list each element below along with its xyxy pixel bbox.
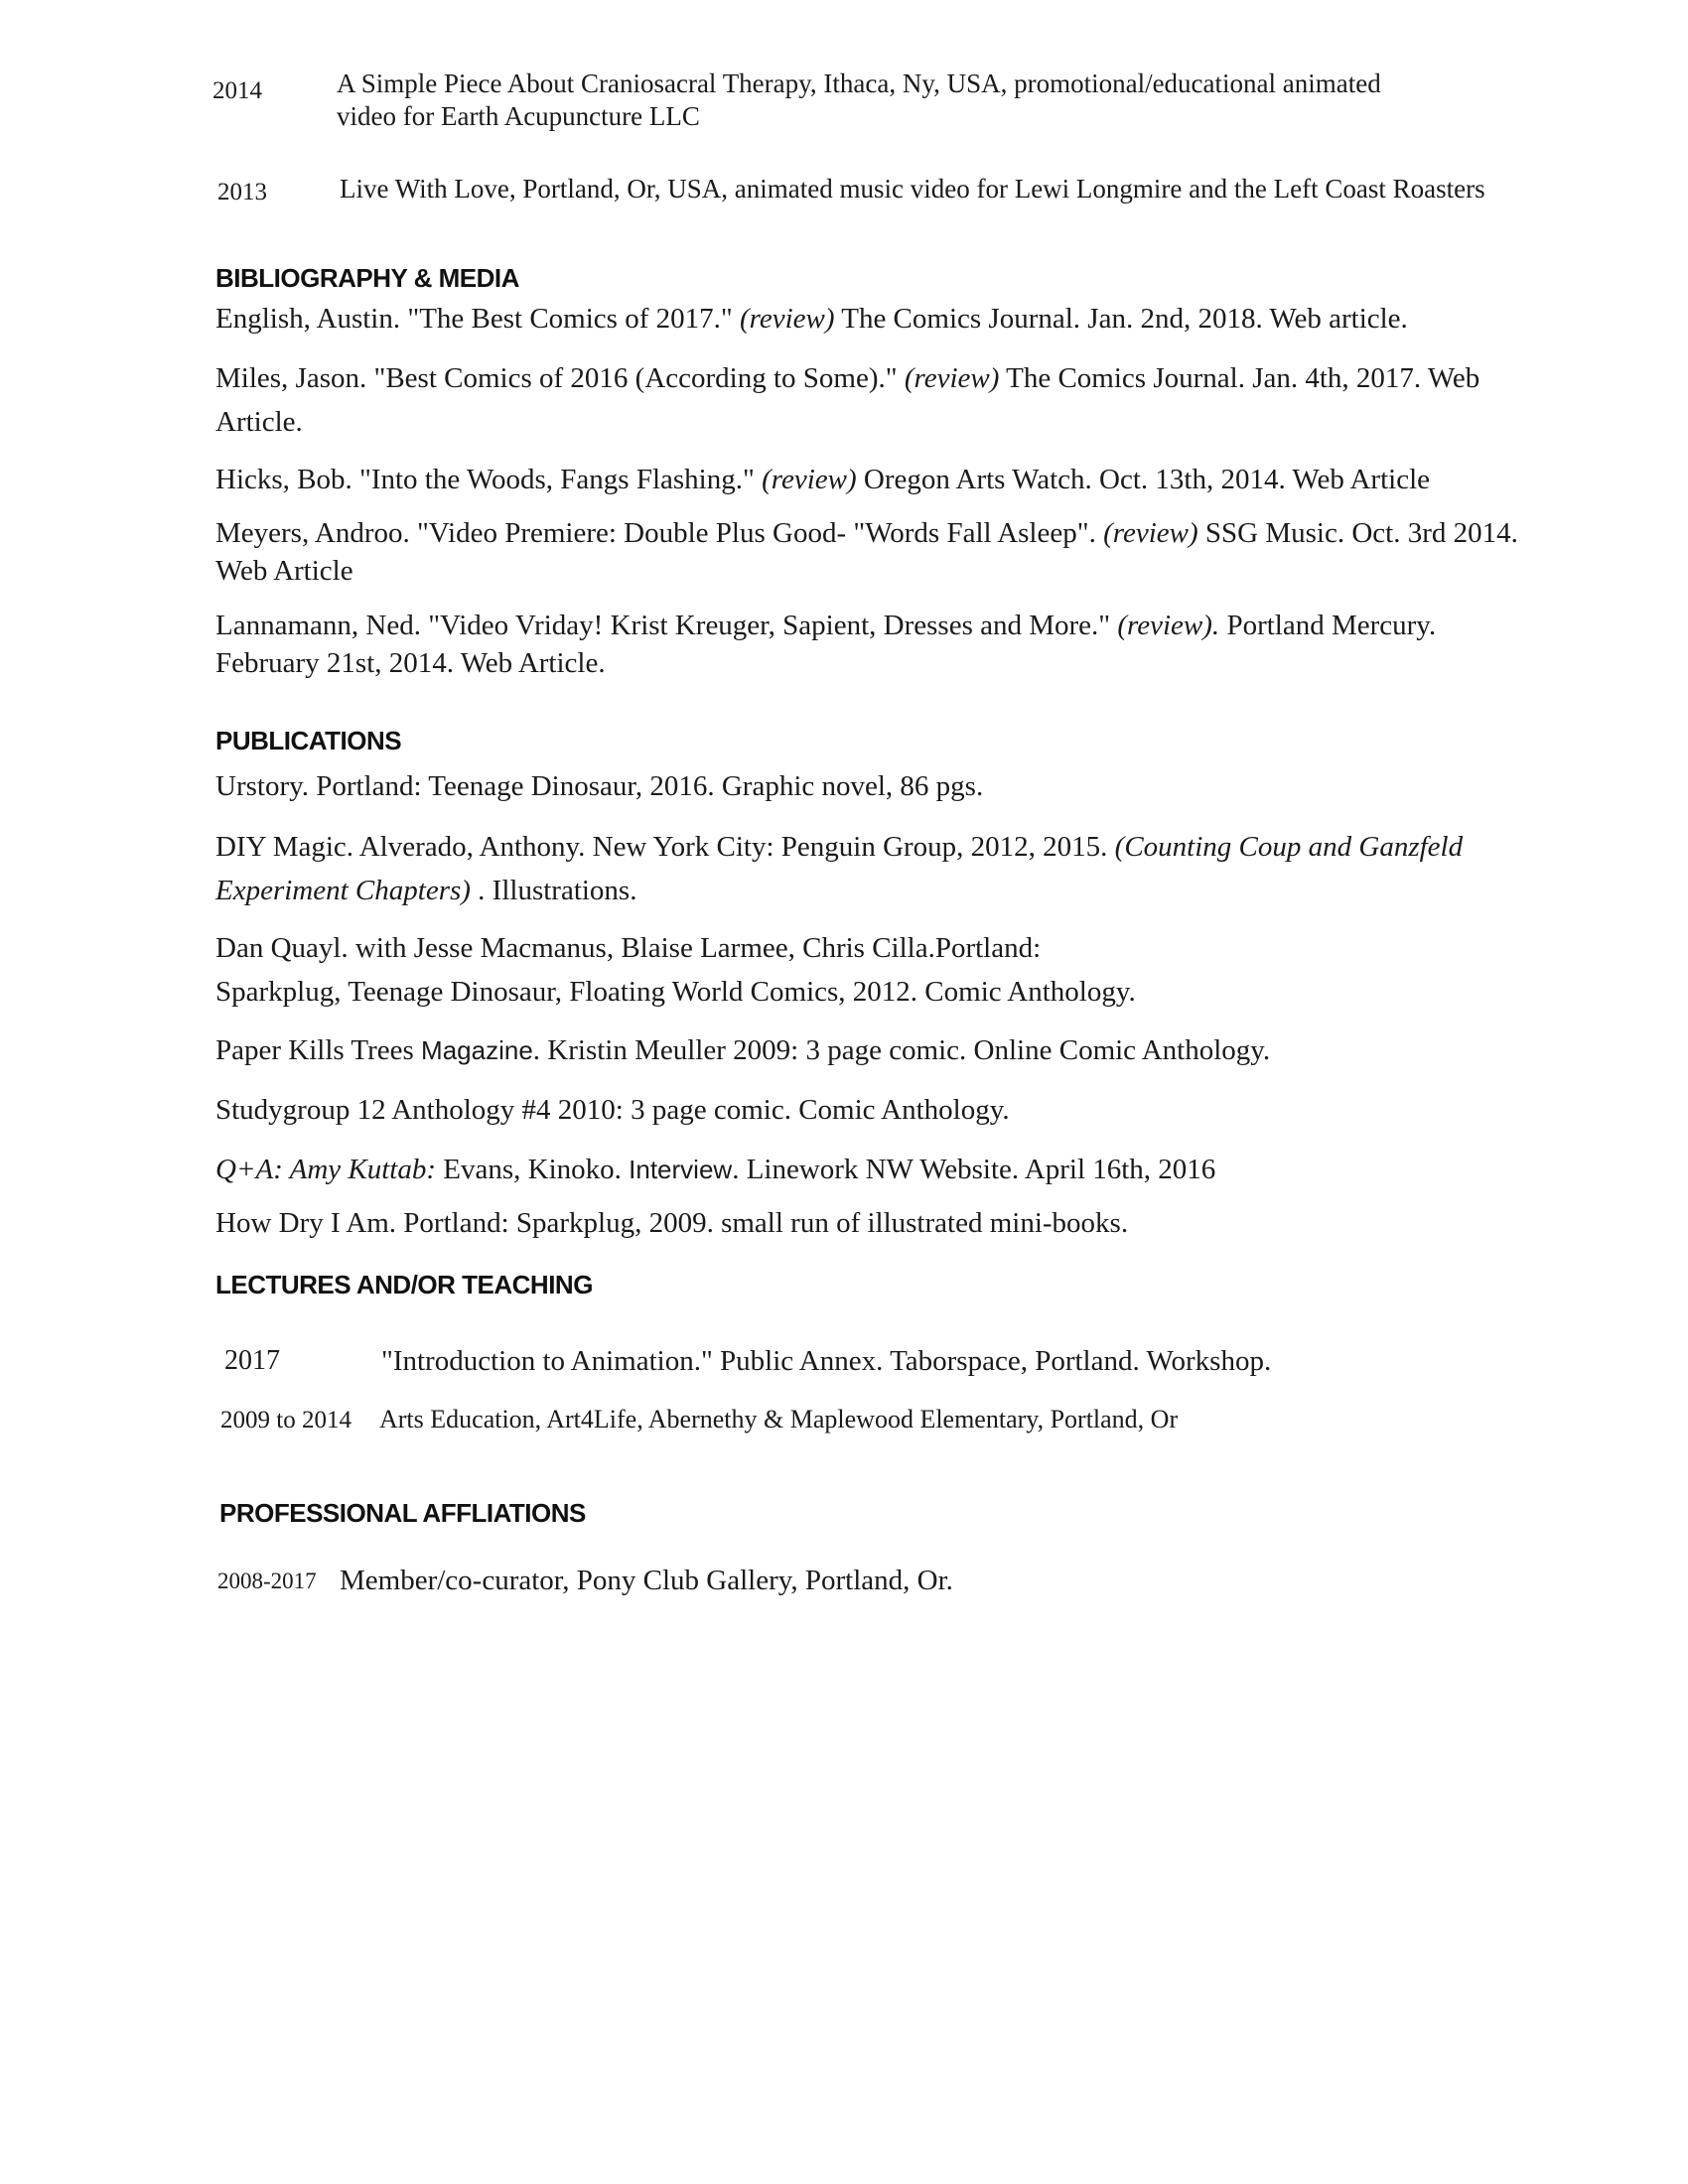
publication-entry: DIY Magic. Alverado, Anthony. New York City: Penguin Group, 2012, 2015. (Counting Coup and Ganzfeld Experiment Chapters) . Illustrations. — [215, 831, 1464, 906]
publication-entry: Paper Kills Trees Magazine. Kristin Meuller 2009: 3 page comic. Online Comic Anthology. — [215, 1034, 1271, 1066]
publication-entry: Urstory. Portland: Teenage Dinosaur, 2016. Graphic novel, 86 pgs. — [215, 770, 984, 802]
bibliography-entry: Meyers, Androo. "Video Premiere: Double Plus Good- "Words Fall Asleep". (review) SSG Music. Oct. 3rd 2014. Web Article — [215, 517, 1518, 587]
video-entry — [337, 68, 1528, 133]
section-heading-bibliography: BIBLIOGRAPHY & MEDIA — [215, 263, 519, 293]
publication-entry: Dan Quayl. with Jesse Macmanus, Blaise Larmee, Chris Cilla.Portland: Sparkplug, Teenage Dinosaur, Floating World Comics, 2012. Comic Anthology. — [215, 932, 1136, 1008]
section-heading-lectures: LECTURES AND/OR TEACHING — [215, 1270, 593, 1299]
bibliography-entry: Miles, Jason. "Best Comics of 2016 (According to Some)." (review) The Comics Journal. Jan. 4th, 2017. Web Article. — [215, 362, 1480, 438]
affiliation-entry: Member/co-curator, Pony Club Gallery, Portland, Or. — [340, 1565, 953, 1596]
bibliography-entry: Lannamann, Ned. "Video Vriday! Krist Kreuger, Sapient, Dresses and More." (review). Portland Mercury. February 21st, 2014. Web Article. — [215, 610, 1437, 679]
publication-entry: Studygroup 12 Anthology #4 2010: 3 page comic. Comic Anthology. — [215, 1094, 1010, 1126]
bibliography-entry: English, Austin. "The Best Comics of 2017." (review) The Comics Journal. Jan. 2nd, 2018. Web article. — [215, 303, 1408, 335]
affiliation-year: 2008-2017 — [217, 1569, 317, 1593]
video-year: 2014 — [212, 77, 262, 104]
video-entry-line: video for Earth Acupuncture LLC — [337, 101, 700, 131]
bibliography-entry: Hicks, Bob. "Into the Woods, Fangs Flashing." (review) Oregon Arts Watch. Oct. 13th, 2014. Web Article — [215, 464, 1431, 495]
section-heading-affiliations: PROFESSIONAL AFFLIATIONS — [219, 1498, 586, 1528]
lecture-entry: Arts Education, Art4Life, Abernethy & Maplewood Elementary, Portland, Or — [379, 1405, 1179, 1433]
lecture-year: 2017 — [224, 1345, 280, 1376]
section-heading-publications: PUBLICATIONS — [215, 726, 402, 755]
lecture-year: 2009 to 2014 — [220, 1407, 352, 1433]
video-entry-line: A Simple Piece About Craniosacral Therapy, Ithaca, Ny, USA, promotional/educational animated — [337, 68, 1381, 98]
publication-entry: Q+A: Amy Kuttab: Evans, Kinoko. Interview. Linework NW Website. April 16th, 2016 — [215, 1154, 1216, 1185]
video-entry: Live With Love, Portland, Or, USA, animated music video for Lewi Longmire and the Left Coast Roasters — [340, 174, 1485, 204]
publication-entry: How Dry I Am. Portland: Sparkplug, 2009. small run of illustrated mini-books. — [215, 1207, 1129, 1239]
lecture-entry: "Introduction to Animation." Public Annex. Taborspace, Portland. Workshop. — [381, 1345, 1272, 1377]
video-year: 2013 — [217, 179, 267, 205]
